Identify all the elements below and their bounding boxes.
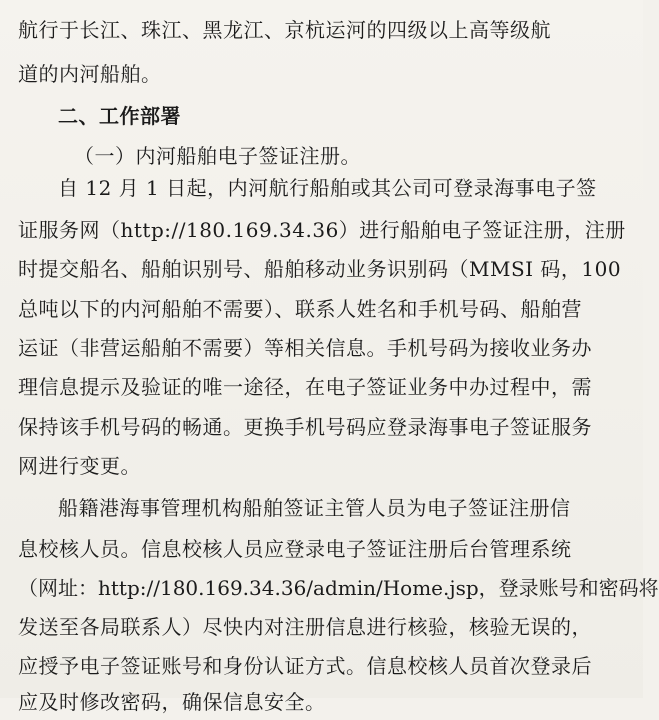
paragraph3-line-6: 应及时修改密码，确保信息安全。 bbox=[18, 690, 326, 714]
paragraph3-line-1: 船籍港海事管理机构船舶签证主管人员为电子签证注册信 bbox=[58, 496, 571, 520]
paragraph2-line-5: 运证（非营运船舶不需要）等相关信息。手机号码为接收业务办 bbox=[18, 336, 592, 360]
paragraph2-line-4: 总吨以下的内河船舶不需要）、联系人姓名和手机号码、船舶营 bbox=[18, 297, 582, 321]
paragraph2-line-3: 时提交船名、船舶识别号、船舶移动业务识别码（MMSI 码，100 bbox=[18, 257, 622, 281]
paragraph2-line-7: 保持该手机号码的畅通。更换手机号码应登录海事电子签证服务 bbox=[18, 415, 592, 439]
paragraph3-line-2: 息校核人员。信息校核人员应登录电子签证注册后台管理系统 bbox=[18, 537, 572, 561]
paragraph2-line-2: 证服务网（http://180.169.34.36）进行船舶电子签证注册，注册 bbox=[18, 218, 626, 242]
paragraph1-line-1: 航行于长江、珠江、黑龙江、京杭运河的四级以上高等级航 bbox=[18, 18, 551, 42]
subsection-title: （一）内河船舶电子签证注册。 bbox=[74, 144, 361, 168]
section-title: 二、工作部署 bbox=[58, 104, 181, 128]
paragraph3-line-5: 应授予电子签证账号和身份认证方式。信息校核人员首次登录后 bbox=[18, 654, 592, 678]
paragraph3-line-4: 发送至各局联系人）尽快内对注册信息进行核验，核验无误的， bbox=[18, 615, 592, 639]
paragraph2-line-6: 理信息提示及验证的唯一途径，在电子签证业务中办过程中，需 bbox=[18, 375, 592, 399]
paragraph1-line-2: 道的内河船舶。 bbox=[18, 62, 162, 86]
paragraph2-line-8: 网进行变更。 bbox=[18, 454, 141, 478]
paragraph3-line-3: （网址：http://180.169.34.36/admin/Home.jsp，登录账号和密码将 bbox=[18, 576, 659, 600]
paragraph2-line-1: 自 12 月 1 日起，内河航行船舶或其公司可登录海事电子签 bbox=[58, 176, 597, 200]
